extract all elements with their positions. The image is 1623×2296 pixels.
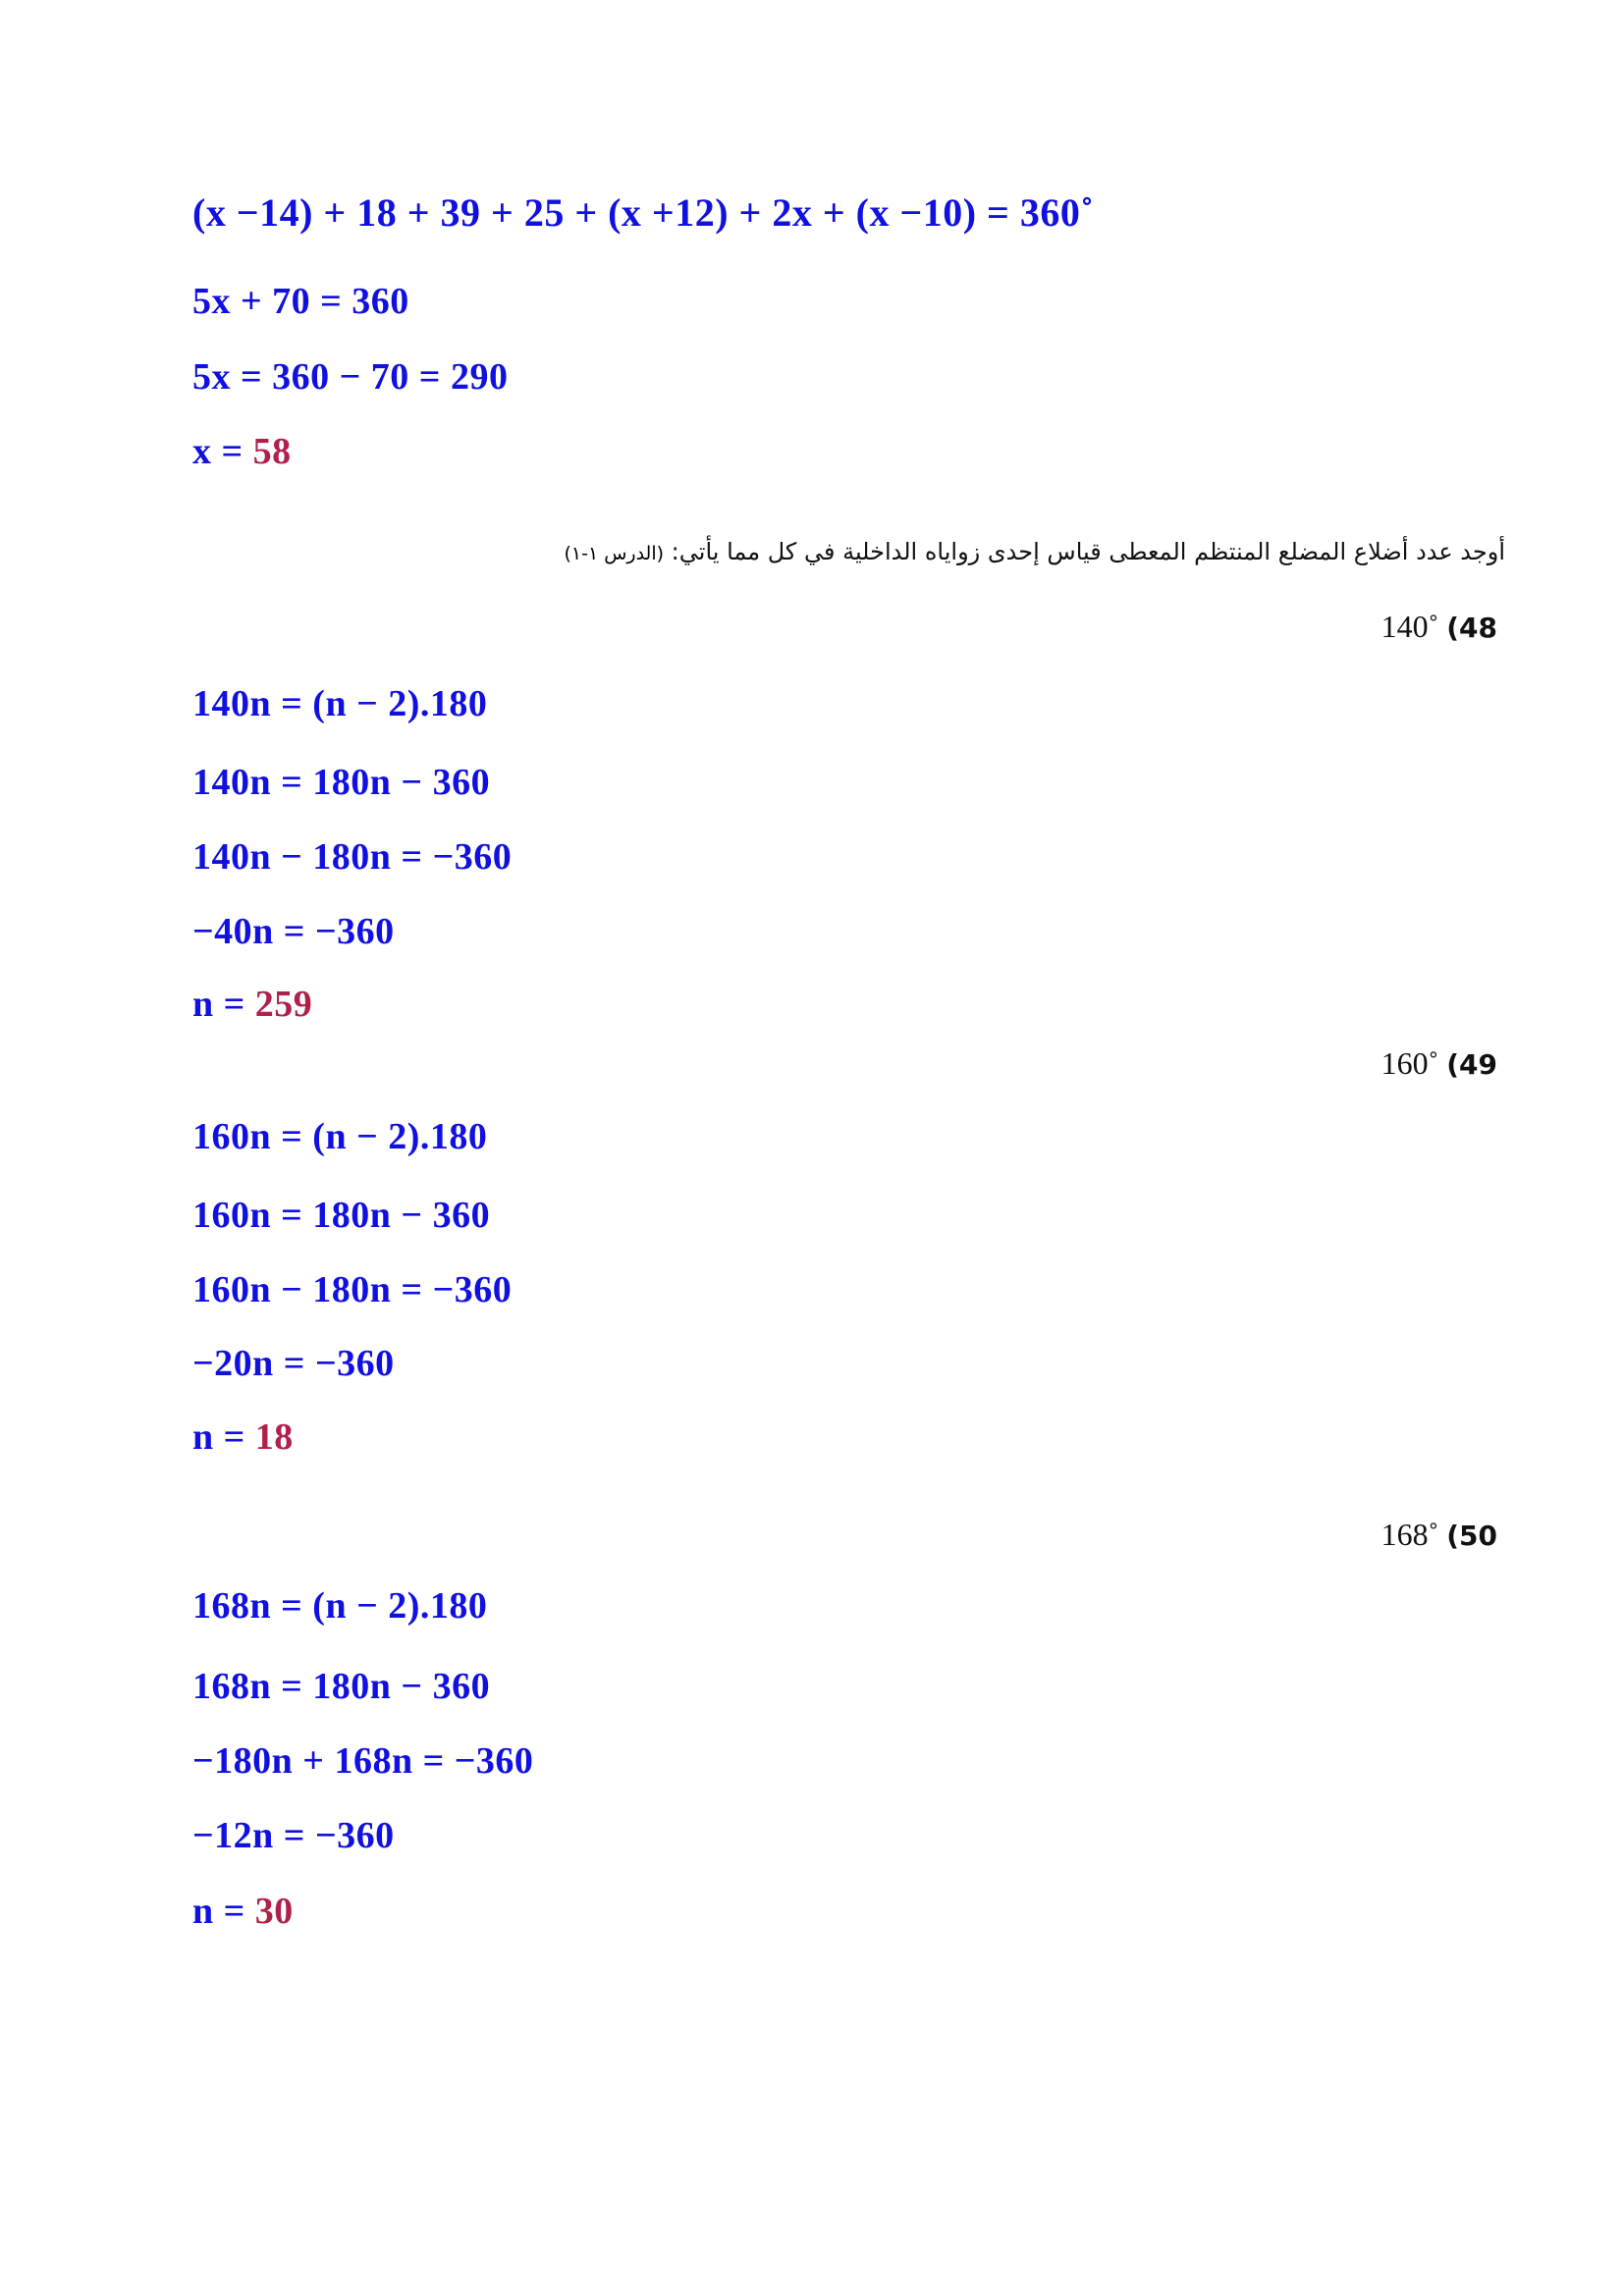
equation-line: −180n + 168n = −360 xyxy=(192,1740,534,1782)
equation-line: 168n = (n − 2).180 xyxy=(192,1585,488,1627)
answer-prefix: n = xyxy=(192,1416,245,1458)
answer-prefix: n = xyxy=(192,1891,245,1932)
final-answer-line xyxy=(192,1415,294,1459)
question-number: (50 xyxy=(1446,1520,1497,1552)
equation-line: 160n = (n − 2).180 xyxy=(192,1116,488,1157)
answer-value: 259 xyxy=(254,984,313,1025)
equation-line: 140n − 180n = −360 xyxy=(192,836,513,878)
final-answer-line xyxy=(192,430,292,473)
final-answer-line xyxy=(192,983,312,1026)
question-header xyxy=(1381,1045,1497,1082)
equation-line: −40n = −360 xyxy=(192,911,395,952)
answer-value: 18 xyxy=(254,1416,294,1458)
equation-line: −20n = −360 xyxy=(192,1343,395,1384)
question-value: 160˚ xyxy=(1380,1045,1439,1081)
equation-line: 160n − 180n = −360 xyxy=(192,1269,513,1310)
equation-line: 5x + 70 = 360 xyxy=(192,281,409,322)
equation-line: (x −14) + 18 + 39 + 25 + (x +12) + 2x + (x −10) = 360˚ xyxy=(192,190,1095,235)
equation-line: 5x = 360 − 70 = 290 xyxy=(192,356,509,398)
instruction-text xyxy=(209,538,1505,565)
question-header xyxy=(1381,609,1497,645)
equation-line: 160n = 180n − 360 xyxy=(192,1195,491,1236)
equation-line: 140n = (n − 2).180 xyxy=(192,683,488,724)
question-number: (49 xyxy=(1446,1048,1497,1081)
answer-value: 30 xyxy=(254,1891,294,1932)
question-header xyxy=(1381,1517,1497,1553)
lesson-tag: (الدرس ١-١) xyxy=(564,543,665,564)
answer-prefix: n = xyxy=(192,984,245,1025)
question-value: 168˚ xyxy=(1380,1517,1439,1552)
question-value: 140˚ xyxy=(1380,609,1439,644)
answer-value: 58 xyxy=(252,431,292,472)
answer-prefix: x = xyxy=(192,431,243,472)
final-answer-line xyxy=(192,1890,294,1933)
equation-line: 140n = 180n − 360 xyxy=(192,762,491,803)
equation-line: 168n = 180n − 360 xyxy=(192,1666,491,1707)
equation-line: −12n = −360 xyxy=(192,1815,395,1856)
question-number: (48 xyxy=(1446,612,1497,644)
instruction-label: أوجد عدد أضلاع المضلع المنتظم المعطى قياس إحدى زواياه الداخلية في كل مما يأتي: xyxy=(671,538,1505,565)
